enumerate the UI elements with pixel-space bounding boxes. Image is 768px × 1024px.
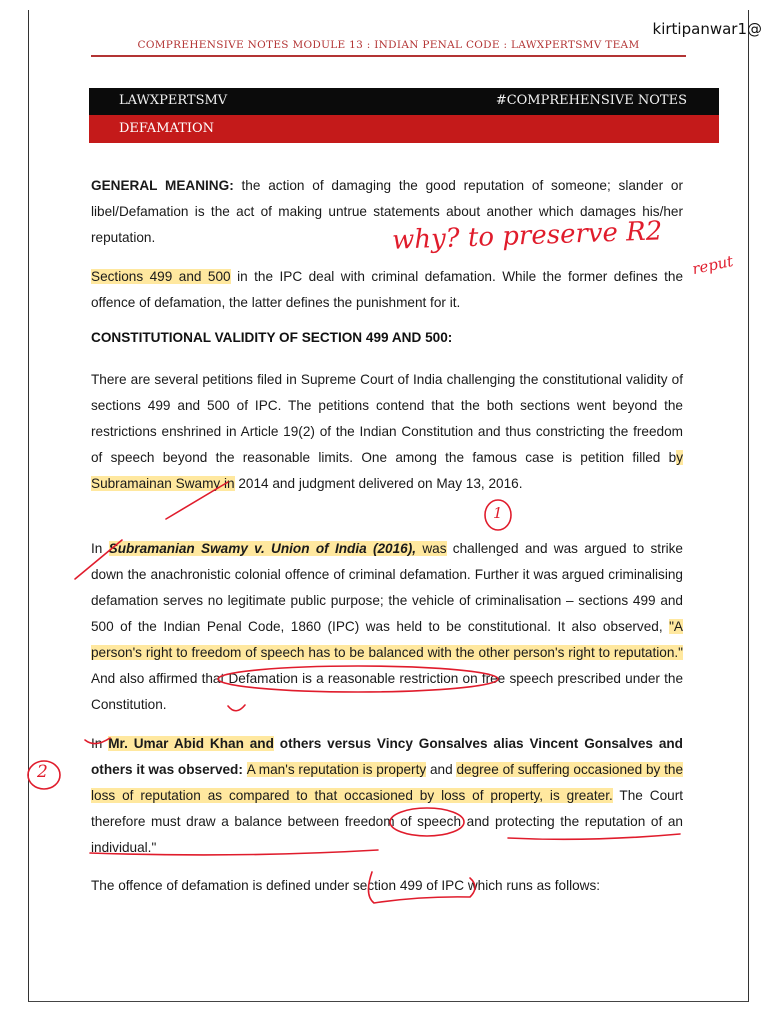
swamy-text-1: challenged and was argued to strike down the anachronistic colonial offence of criminal defamation. Further it was argued criminalising defamation serves no legitimate public purpose; the vehicle of criminalisation – sections 499 and 500 of the Indian Penal Code, 1860 (IPC) was held to be constitutional. It also observed,	[91, 541, 683, 634]
validity-text-1: There are several petitions filed in Supreme Court of India challenging the constitutional validity of sections 499 and 500 of IPC. The petitions contend that the both sections went beyond the restrictions enshrined in Article 19(2) of the Indian Constitution and thus constricting the freedom of speech beyond the reasonable limits. One among the famous case is petition filled b	[91, 372, 683, 465]
khan-text: The Court therefore must draw a balance between freedom of speech and protecting the reputation of an individual."	[91, 788, 683, 855]
title-band	[89, 88, 719, 115]
swamy-paragraph	[91, 536, 683, 718]
general-meaning-text: the action of damaging the good reputation of someone; slander or libel/Defamation is the act of making untrue statements about another which damages his/her reputation.	[91, 178, 683, 245]
swamy-text-2: And also affirmed that Defamation is a reasonable restriction on free speech prescribed under the Constitution.	[91, 671, 683, 712]
topic-title: DEFAMATION	[119, 121, 215, 136]
handwritten-note-repute: reput	[690, 251, 735, 279]
validity-paragraph	[91, 367, 683, 497]
khan-and: and	[426, 762, 457, 777]
swamy-was: was	[416, 541, 447, 556]
header-rule	[91, 55, 686, 57]
running-header: COMPREHENSIVE NOTES MODULE 13 : INDIAN PENAL CODE : LAWXPERTSMV TEAM	[137, 39, 640, 51]
band-left-label: LAWXPERTSMV	[119, 93, 228, 108]
khan-quote-2: degree of suffering occasioned by the loss of reputation as compared to that occasioned by loss of property, is greater.	[91, 762, 684, 803]
swamy-case-name: Subramanian Swamy v. Union of India (2016),	[108, 541, 417, 556]
swamy-prefix: In	[91, 541, 109, 556]
swamy-quote: "A person's right to freedom of speech has to be balanced with the other person's right to reputation."	[91, 619, 683, 660]
sections-highlight: Sections 499 and 500	[91, 269, 231, 284]
khan-case-rest: others versus Vincy Gonsalves alias Vincent Gonsalves and others it was observed:	[91, 736, 683, 777]
sections-text: in the IPC deal with criminal defamation. While the former defines the offence of defamation, the latter defines the punishment for it.	[91, 269, 683, 310]
khan-prefix: In	[91, 736, 109, 751]
handwritten-note-why: why? to preserve R2	[391, 216, 663, 256]
sections-paragraph	[91, 264, 683, 316]
validity-highlight: y Subramainan Swamy in	[91, 450, 683, 491]
circled-number-1: 1	[493, 504, 503, 522]
final-line: The offence of defamation is defined under section 499 of IPC which runs as follows:	[91, 878, 601, 893]
khan-quote-1: A man's reputation is property	[246, 762, 427, 777]
topic-band	[89, 115, 719, 143]
watermark: kirtipanwar1@	[652, 20, 762, 38]
general-meaning-label: GENERAL MEANING:	[91, 178, 234, 193]
validity-text-2: 2014 and judgment delivered on May 13, 2016.	[234, 476, 523, 491]
circled-number-2: 2	[37, 762, 48, 782]
khan-paragraph	[91, 731, 683, 861]
khan-case-highlight: Mr. Umar Abid Khan and	[108, 736, 274, 751]
band-right-label: #COMPREHENSIVE NOTES	[495, 93, 687, 108]
section-heading: CONSTITUTIONAL VALIDITY OF SECTION 499 AND 500:	[91, 330, 453, 345]
